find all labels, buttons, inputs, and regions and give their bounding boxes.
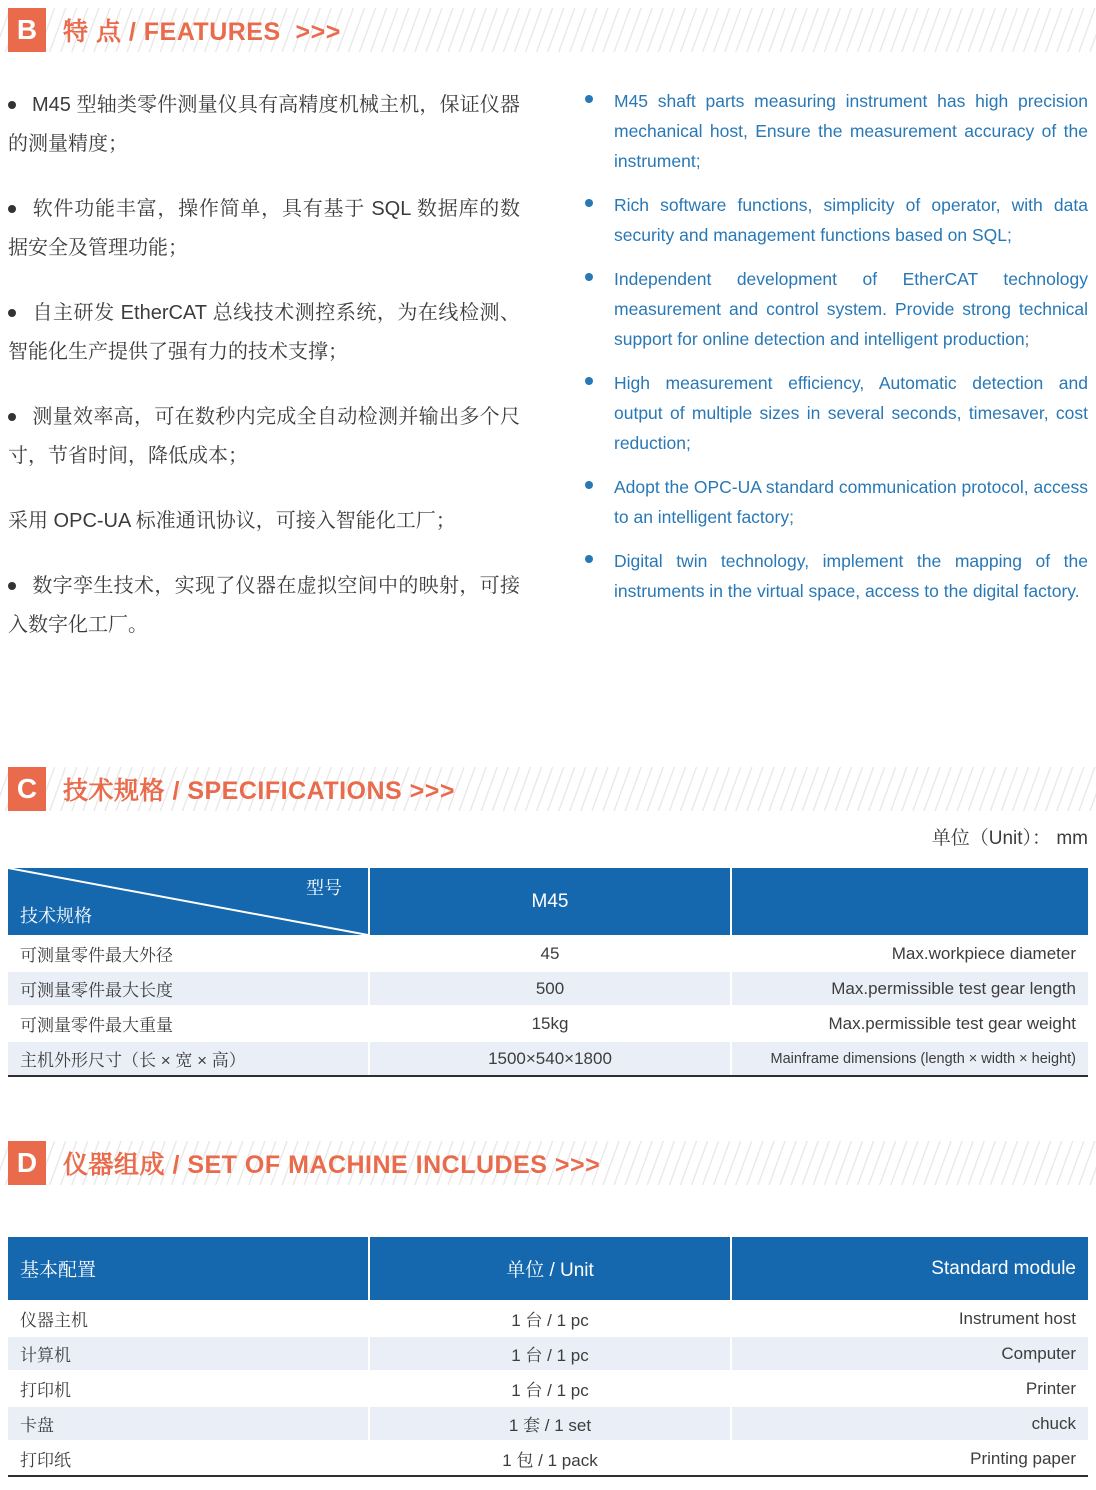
spec-name-en: Max.permissible test gear weight (730, 1007, 1088, 1040)
spec-name-cn: 可测量零件最大外径 (8, 937, 368, 970)
feature-en-item (585, 86, 1088, 176)
feature-cn-text: 采用 OPC-UA 标准通讯协议，可接入智能化工厂； (8, 510, 456, 532)
feature-cn-item (8, 567, 520, 645)
section-letter-d: D (8, 1141, 46, 1185)
includes-qty: 1 台 / 1 pc (368, 1372, 730, 1405)
spec-name-cn: 可测量零件最大长度 (8, 972, 368, 1005)
features-english-column (585, 86, 1088, 671)
spec-empty-header (730, 868, 1088, 935)
bullet-column (585, 190, 614, 250)
includes-table (8, 1237, 1088, 1477)
feature-en-item (585, 546, 1088, 606)
spec-name-cn: 可测量零件最大重量 (8, 1007, 368, 1040)
feature-en-item (585, 472, 1088, 532)
spec-name-en: Max.workpiece diameter (730, 937, 1088, 970)
bullet-icon (585, 95, 593, 103)
feature-cn-text: 数字孪生技术，实现了仪器在虚拟空间中的映射，可接入数字化工厂。 (8, 575, 520, 636)
bullet-icon (585, 481, 593, 489)
includes-item-cn: 仪器主机 (8, 1302, 368, 1335)
section-header-features (0, 8, 1096, 52)
includes-item-en: Printer (730, 1372, 1088, 1405)
table-row (8, 1440, 1088, 1475)
spec-value: 45 (368, 937, 730, 970)
feature-cn-item (8, 190, 520, 268)
feature-en-item (585, 368, 1088, 458)
features-section (0, 86, 1096, 671)
includes-item-en: Printing paper (730, 1442, 1088, 1475)
spec-corner-cell (8, 868, 368, 935)
bullet-icon (8, 205, 16, 213)
table-row (8, 1005, 1088, 1040)
includes-item-cn: 打印纸 (8, 1442, 368, 1475)
includes-table-header-row (8, 1237, 1088, 1300)
includes-header-unit: 单位 / Unit (368, 1237, 730, 1300)
bullet-icon (8, 582, 16, 590)
includes-item-cn: 卡盘 (8, 1407, 368, 1440)
section-title-includes: 仪器组成 / SET OF MACHINE INCLUDES >>> (63, 1151, 601, 1179)
includes-qty: 1 套 / 1 set (368, 1407, 730, 1440)
spec-model-header: M45 (368, 868, 730, 935)
feature-cn-text: 软件功能丰富，操作简单，具有基于 SQL 数据库的数据安全及管理功能； (8, 198, 520, 259)
spec-value: 1500×540×1800 (368, 1042, 730, 1075)
spec-value: 15kg (368, 1007, 730, 1040)
feature-en-text: M45 shaft parts measuring instrument has high precision mechanical host, Ensure the measurement accuracy of the instrument; (614, 91, 1088, 171)
bottom-padding (0, 1477, 1096, 1490)
spec-value: 500 (368, 972, 730, 1005)
table-row (8, 935, 1088, 970)
spec-name-en: Max.permissible test gear length (730, 972, 1088, 1005)
includes-qty: 1 台 / 1 pc (368, 1302, 730, 1335)
section-letter-c: C (8, 767, 46, 811)
table-row (8, 1405, 1088, 1440)
unit-note: 单位（Unit）： mm (931, 828, 1088, 849)
corner-label-spec: 技术规格 (20, 906, 92, 926)
includes-item-en: Instrument host (730, 1302, 1088, 1335)
bullet-icon (8, 101, 16, 109)
feature-cn-item (8, 398, 520, 476)
includes-item-en: Computer (730, 1337, 1088, 1370)
section-header-includes (0, 1141, 1096, 1185)
bullet-icon (585, 199, 593, 207)
includes-header-cn: 基本配置 (8, 1237, 368, 1300)
bullet-icon (8, 413, 16, 421)
spec-table-header-row (8, 868, 1088, 935)
table-row (8, 1300, 1088, 1335)
feature-en-text: High measurement efficiency, Automatic detection and output of multiple sizes in several seconds, timesaver, cost reduction; (614, 373, 1088, 453)
feature-en-text: Adopt the OPC-UA standard communication protocol, access to an intelligent factory; (614, 477, 1088, 527)
corner-label-model: 型号 (306, 878, 342, 898)
feature-cn-text: 测量效率高，可在数秒内完成全自动检测并输出多个尺寸，节省时间，降低成本； (8, 406, 520, 467)
section-letter-b: B (8, 8, 46, 52)
spec-name-en: Mainframe dimensions (length × width × height) (730, 1042, 1088, 1075)
section-header-specifications (0, 767, 1096, 811)
includes-qty: 1 台 / 1 pc (368, 1337, 730, 1370)
bullet-column (585, 86, 614, 176)
feature-cn-item (8, 502, 520, 541)
bullet-icon (585, 377, 593, 385)
feature-en-text: Digital twin technology, implement the mapping of the instruments in the virtual space, access to the digital factory. (614, 551, 1088, 601)
includes-item-cn: 打印机 (8, 1372, 368, 1405)
spec-name-cn: 主机外形尺寸（长 × 宽 × 高） (8, 1042, 368, 1075)
feature-en-text: Independent development of EtherCAT technology measurement and control system. Provide strong technical support for online detection and intelligent production; (614, 269, 1088, 349)
bullet-column (585, 368, 614, 458)
includes-item-en: chuck (730, 1407, 1088, 1440)
feature-cn-text: 自主研发 EtherCAT 总线技术测控系统，为在线检测、智能化生产提供了强有力的技术支撑； (8, 302, 520, 363)
includes-item-cn: 计算机 (8, 1337, 368, 1370)
section-title-specifications: 技术规格 / SPECIFICATIONS >>> (63, 777, 455, 805)
includes-qty: 1 包 / 1 pack (368, 1442, 730, 1475)
bullet-column (585, 472, 614, 532)
table-row (8, 1040, 1088, 1075)
specifications-table (8, 868, 1088, 1077)
table-row (8, 1335, 1088, 1370)
feature-en-item (585, 190, 1088, 250)
features-chinese-column (8, 86, 520, 671)
feature-cn-item (8, 86, 520, 164)
bullet-column (585, 546, 614, 606)
feature-en-text: Rich software functions, simplicity of operator, with data security and management functions based on SQL; (614, 195, 1088, 245)
bullet-icon (8, 309, 16, 317)
bullet-column (585, 264, 614, 354)
table-row (8, 1370, 1088, 1405)
bullet-icon (585, 273, 593, 281)
table-row (8, 970, 1088, 1005)
bullet-icon (585, 555, 593, 563)
feature-cn-text: M45 型轴类零件测量仪具有高精度机械主机，保证仪器的测量精度； (8, 94, 520, 155)
section-title-features: 特 点 / FEATURES >>> (63, 18, 341, 46)
includes-header-en: Standard module (730, 1237, 1088, 1300)
feature-cn-item (8, 294, 520, 372)
feature-en-item (585, 264, 1088, 354)
